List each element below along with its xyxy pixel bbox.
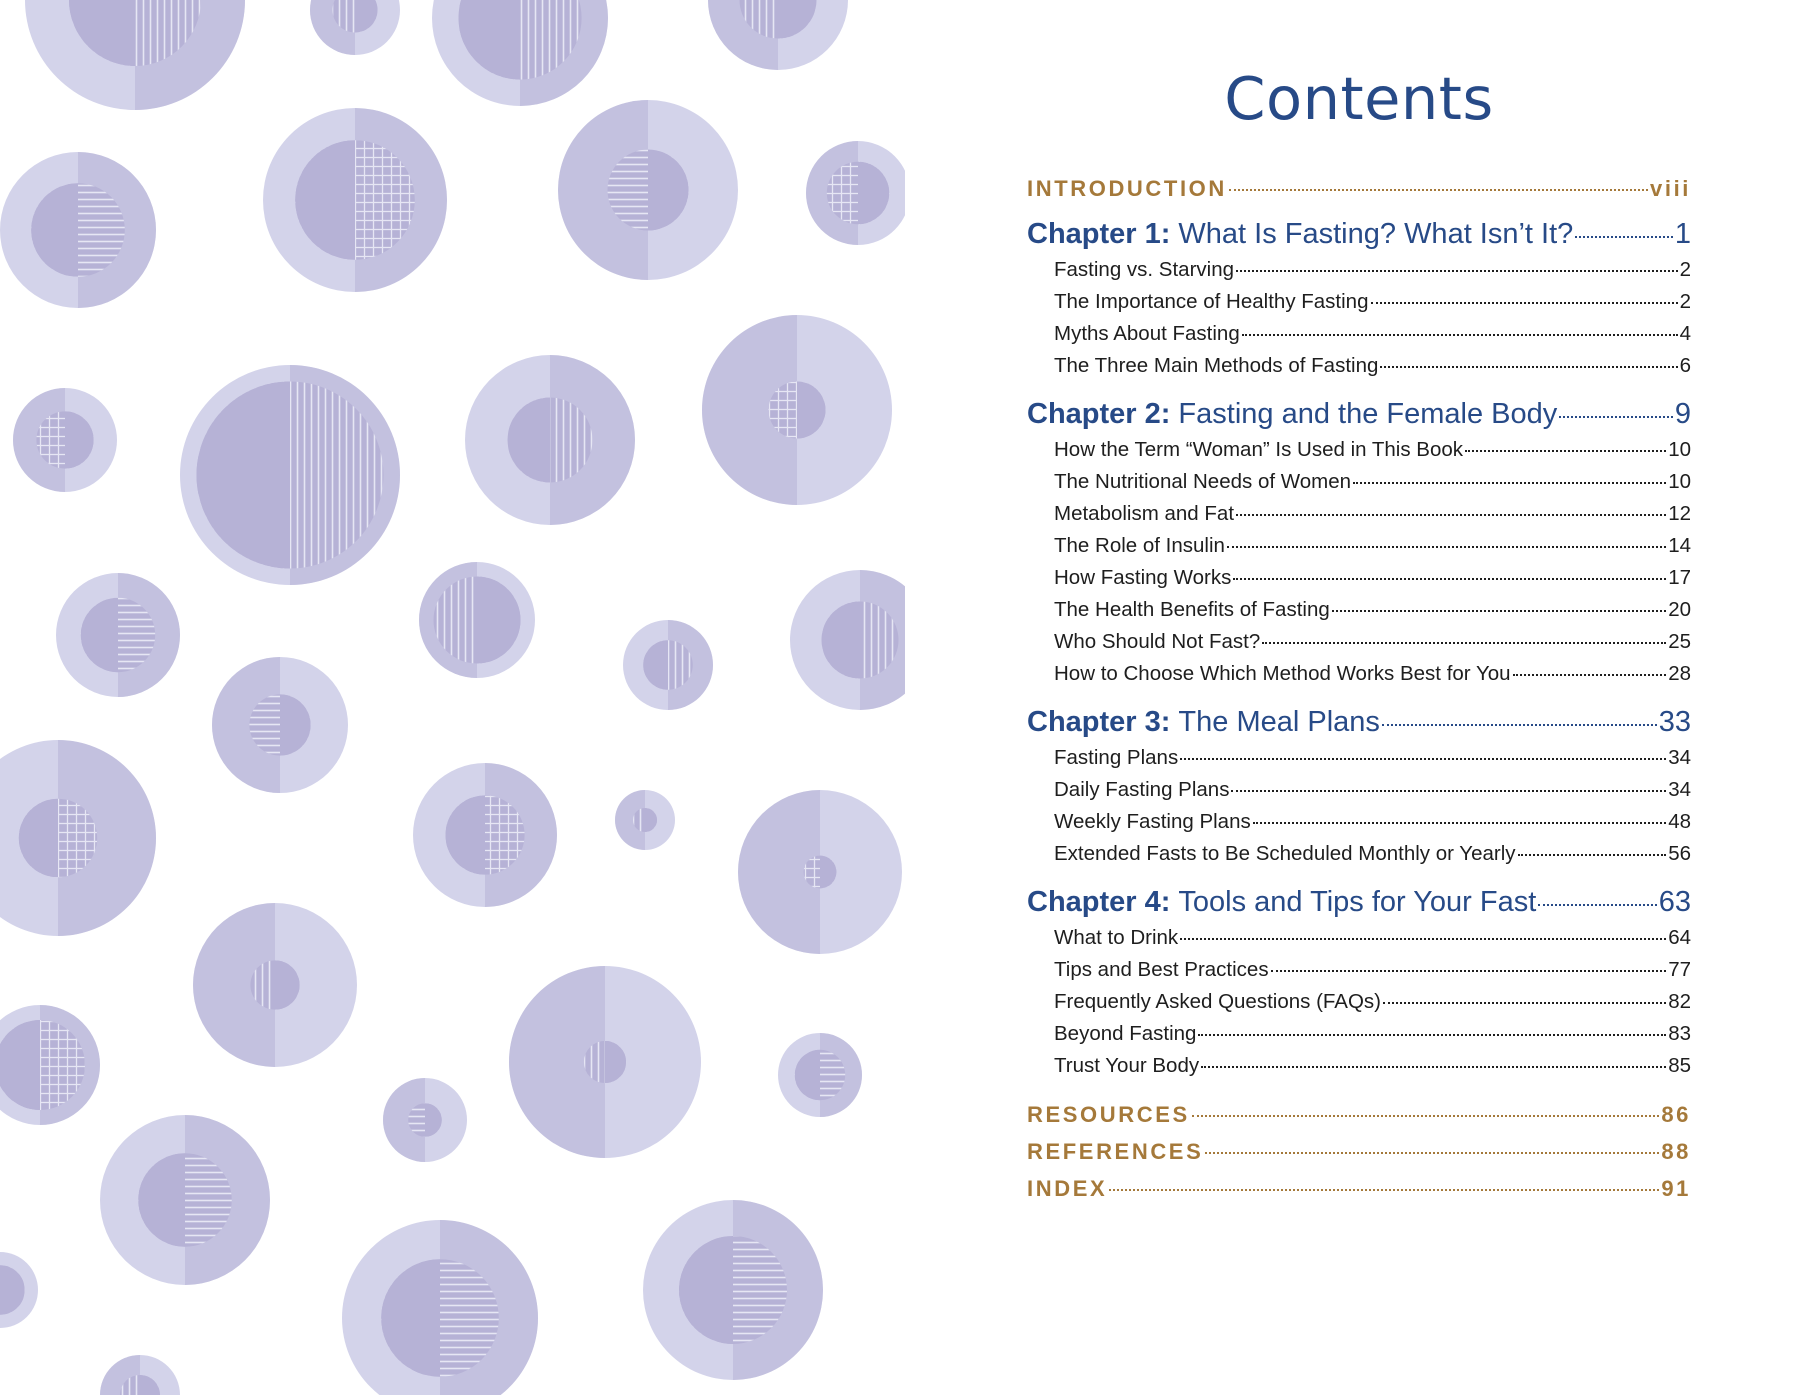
decorative-circle [310,0,400,55]
section-title: Daily Fasting Plans [1054,778,1230,801]
section-title: How Fasting Works [1054,566,1232,589]
dot-leader [1229,189,1648,191]
section-title: How the Term “Woman” Is Used in This Book [1054,438,1464,461]
decorative-circle [702,315,892,505]
page-number: viii [1650,176,1691,201]
page-number: 2 [1679,290,1691,313]
decorative-circle [0,152,156,308]
dot-leader [1465,450,1666,452]
decorative-circle [100,1355,180,1395]
chapter-number: Chapter 2: [1027,398,1171,430]
toc-section[interactable] [1027,502,1691,534]
toc-chapter-2[interactable] [1027,398,1691,437]
chapter-title: Tools and Tips for Your Fast [1178,886,1537,918]
toc-section[interactable] [1027,630,1691,662]
toc-section[interactable] [1027,1054,1691,1086]
page-number: 25 [1668,630,1691,653]
dot-leader [1231,790,1666,792]
dot-leader [1538,904,1656,906]
decorative-circle [643,1200,823,1380]
decorative-circle [0,740,156,936]
toc-section[interactable] [1027,662,1691,694]
dot-leader [1236,270,1678,272]
dot-leader [1180,938,1666,940]
section-title: Trust Your Body [1054,1054,1200,1077]
toc-section[interactable] [1027,598,1691,630]
dot-leader [1233,578,1666,580]
toc-section[interactable] [1027,258,1691,290]
page-number: 10 [1668,438,1691,461]
dot-leader [1201,1066,1666,1068]
decorative-circle [615,790,675,850]
chapter-number: Chapter 4: [1027,886,1171,918]
toc-section[interactable] [1027,958,1691,990]
entry-label: INDEX [1027,1176,1108,1201]
toc-list [1027,176,1691,1213]
dot-leader [1383,1002,1666,1004]
toc-section[interactable] [1027,778,1691,810]
page-number: 34 [1668,778,1691,801]
page-number: 4 [1679,322,1691,345]
section-title: Fasting Plans [1054,746,1179,769]
toc-entry-index[interactable] [1027,1176,1691,1209]
toc-chapter-4[interactable] [1027,886,1691,925]
page-number: 6 [1679,354,1691,377]
page-number: 63 [1658,886,1691,918]
decorative-circle [13,388,117,492]
dot-leader [1518,854,1667,856]
entry-label: INTRODUCTION [1027,176,1227,201]
decorative-circle [790,570,905,710]
toc-section[interactable] [1027,534,1691,566]
toc-section[interactable] [1027,810,1691,842]
toc-section[interactable] [1027,354,1691,386]
page-number: 20 [1668,598,1691,621]
section-title: Frequently Asked Questions (FAQs) [1054,990,1381,1013]
decorative-circle [25,0,245,110]
decorative-circle [623,620,713,710]
section-title: The Three Main Methods of Fasting [1054,354,1379,377]
dot-leader [1353,482,1666,484]
entry-label: REFERENCES [1027,1139,1204,1164]
toc-entry-references[interactable] [1027,1139,1691,1172]
chapter-title: The Meal Plans [1178,706,1380,738]
dot-leader [1253,822,1666,824]
page-number: 83 [1668,1022,1691,1045]
dot-leader [1382,724,1657,726]
dot-leader [1559,416,1673,418]
toc-section[interactable] [1027,566,1691,598]
section-title: Myths About Fasting [1054,322,1240,345]
decorative-circle [558,100,738,280]
dot-leader [1236,514,1666,516]
page-number: 14 [1668,534,1691,557]
toc-section[interactable] [1027,746,1691,778]
decorative-circle [100,1115,270,1285]
section-title: Weekly Fasting Plans [1054,810,1251,833]
page-number: 88 [1661,1139,1691,1164]
dot-leader [1575,236,1673,238]
decorative-circle [0,1005,100,1125]
toc-section[interactable] [1027,990,1691,1022]
toc-chapter-3[interactable] [1027,706,1691,745]
dot-leader [1192,1115,1660,1117]
dot-leader [1198,1034,1666,1036]
chapter-title: What Is Fasting? What Isn’t It? [1178,218,1574,250]
section-title: Metabolism and Fat [1054,502,1235,525]
page-number: 2 [1679,258,1691,281]
page-title: Contents [1224,64,1494,133]
decorative-circle [806,141,905,245]
decorative-circle [778,1033,862,1117]
dot-leader [1271,970,1667,972]
dot-leader [1380,366,1677,368]
chapter-number: Chapter 1: [1027,218,1171,250]
decorative-circle [180,365,400,585]
toc-chapter-1[interactable] [1027,218,1691,257]
toc-entry-introduction[interactable] [1027,176,1691,206]
section-title: Extended Fasts to Be Scheduled Monthly or Yearly [1054,842,1516,865]
page-number: 28 [1668,662,1691,685]
section-title: The Importance of Healthy Fasting [1054,290,1369,313]
toc-section[interactable] [1027,926,1691,958]
toc-section[interactable] [1027,470,1691,502]
decorative-circle [263,108,447,292]
dot-leader [1180,758,1666,760]
chapter-title: Fasting and the Female Body [1178,398,1558,430]
toc-entry-resources[interactable] [1027,1102,1691,1135]
page-number: 1 [1674,218,1691,250]
decorative-circle [738,790,902,954]
dot-leader [1242,334,1678,336]
decorative-circle [465,355,635,525]
page-number: 34 [1668,746,1691,769]
decorative-circle [432,0,608,106]
decorative-circle [342,1220,538,1395]
chapter-number: Chapter 3: [1027,706,1171,738]
dot-leader [1262,642,1666,644]
page-number: 12 [1668,502,1691,525]
dot-leader [1332,610,1666,612]
page-number: 10 [1668,470,1691,493]
toc-section[interactable] [1027,290,1691,322]
section-title: Fasting vs. Starving [1054,258,1235,281]
page-number: 17 [1668,566,1691,589]
page-number: 82 [1668,990,1691,1013]
table-of-contents [1027,0,1691,1395]
page-number: 64 [1668,926,1691,949]
decorative-circle [413,763,557,907]
page-number: 33 [1658,706,1691,738]
toc-section[interactable] [1027,322,1691,354]
toc-section[interactable] [1027,842,1691,874]
section-title: The Nutritional Needs of Women [1054,470,1352,493]
decorative-circle [509,966,701,1158]
toc-section[interactable] [1027,438,1691,470]
decorative-circle [419,562,535,678]
decorative-circle [383,1078,467,1162]
dot-leader [1371,302,1678,304]
section-title: The Health Benefits of Fasting [1054,598,1330,621]
dot-leader [1513,674,1667,676]
page-number: 77 [1668,958,1691,981]
decorative-circle [0,1252,38,1328]
page-number: 91 [1661,1176,1691,1201]
dot-leader [1205,1152,1659,1154]
section-title: What to Drink [1054,926,1179,949]
decorative-circle [212,657,348,793]
page-number: 48 [1668,810,1691,833]
entry-label: RESOURCES [1027,1102,1190,1127]
toc-section[interactable] [1027,1022,1691,1054]
page-number: 9 [1674,398,1691,430]
section-title: Who Should Not Fast? [1054,630,1261,653]
page-number: 56 [1668,842,1691,865]
section-title: How to Choose Which Method Works Best for You [1054,662,1511,685]
page-number: 86 [1661,1102,1691,1127]
section-title: Tips and Best Practices [1054,958,1269,981]
decorative-circle [708,0,848,70]
decorative-circle [56,573,180,697]
decorative-circle [193,903,357,1067]
section-title: The Role of Insulin [1054,534,1225,557]
dot-leader [1227,546,1666,548]
page-number: 85 [1668,1054,1691,1077]
dot-leader [1109,1189,1659,1191]
section-title: Beyond Fasting [1054,1022,1197,1045]
